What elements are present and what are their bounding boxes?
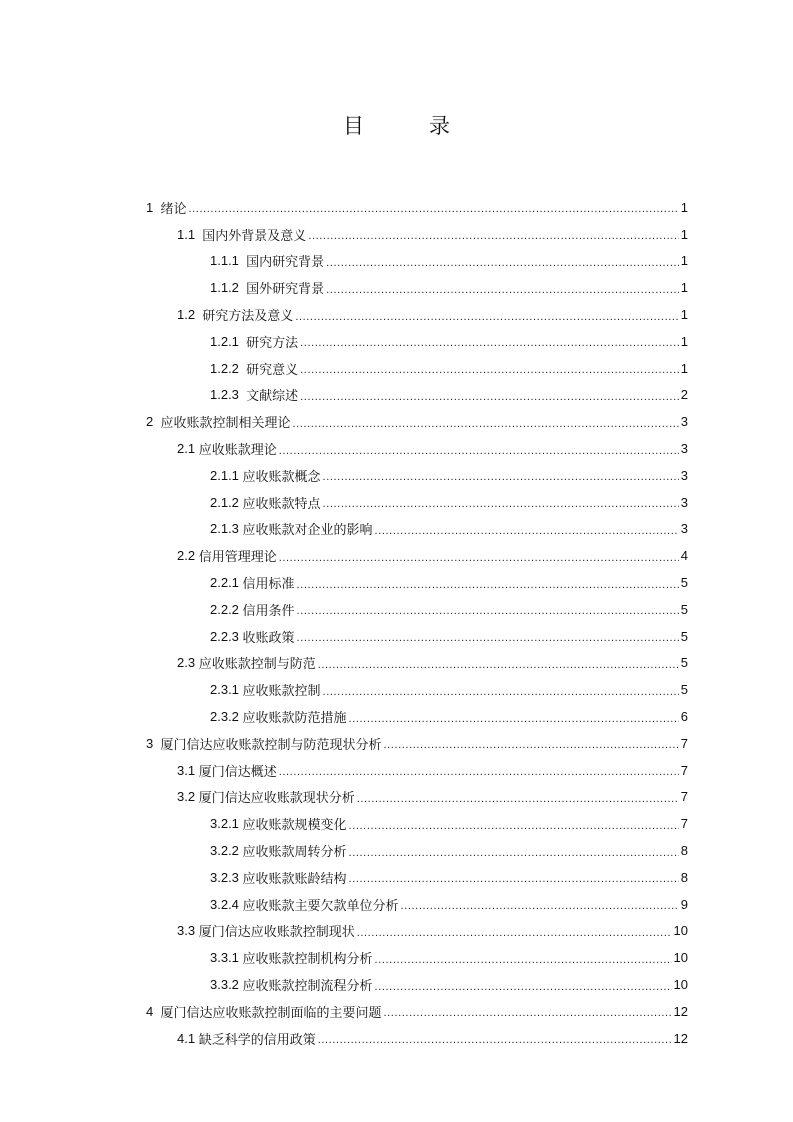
toc-entry[interactable] <box>0 462 688 489</box>
toc-entry-number: 2.2 <box>177 548 199 564</box>
toc-entry-page: 8 <box>680 869 688 885</box>
toc-entry[interactable] <box>0 623 688 650</box>
toc-entry-number: 3.3.1 <box>210 950 243 966</box>
toc-entry-page: 1 <box>680 333 688 349</box>
toc-entry[interactable] <box>0 569 688 596</box>
toc-entry-number: 3.3 <box>177 923 199 939</box>
toc-leader-dots <box>323 686 679 698</box>
toc-entry[interactable] <box>0 596 688 623</box>
toc-entry-label: 厦门信达应收账款控制现状 <box>198 925 355 941</box>
toc-entry-label: 文献综述 <box>246 389 299 405</box>
toc-leader-dots <box>375 954 672 966</box>
toc-entry[interactable] <box>0 516 688 543</box>
toc-entry-label: 应收账款防范措施 <box>242 711 347 727</box>
toc-entry-label: 研究意义 <box>246 362 299 378</box>
toc-leader-dots <box>300 391 679 403</box>
toc-entry-label: 应收账款规模变化 <box>242 818 347 834</box>
toc-entry-number: 2.2.1 <box>210 575 243 591</box>
toc-leader-dots <box>318 659 679 671</box>
toc-entry[interactable] <box>0 730 688 757</box>
toc-title: 目 录 <box>343 114 472 138</box>
toc-leader-dots <box>297 632 679 644</box>
toc-entry-label: 应收账款控制 <box>242 684 321 700</box>
toc-entry-number: 4 <box>146 1003 161 1019</box>
toc-leader-dots <box>297 579 679 591</box>
toc-leader-dots <box>279 552 679 564</box>
toc-leader-dots <box>279 445 679 457</box>
toc-entry[interactable] <box>0 489 688 516</box>
toc-entry-label: 研究方法及意义 <box>202 309 294 325</box>
toc-entry-number: 1.1 <box>177 226 203 242</box>
toc-entry[interactable] <box>0 355 688 382</box>
toc-leader-dots <box>383 1007 671 1019</box>
toc-entry-number: 1.2.3 <box>210 387 247 403</box>
toc-entry-label: 应收账款理论 <box>198 443 277 459</box>
toc-entry-label: 国外研究背景 <box>246 282 325 298</box>
toc-entry-number: 2.1.2 <box>210 494 243 510</box>
toc-entry-page: 12 <box>673 1003 688 1019</box>
toc-entry-label: 信用条件 <box>242 603 295 619</box>
toc-leader-dots <box>349 847 679 859</box>
toc-entry[interactable] <box>0 971 688 998</box>
toc-leader-dots <box>300 364 679 376</box>
toc-entry[interactable] <box>0 676 688 703</box>
toc-entry[interactable] <box>0 248 688 275</box>
toc-entry-number: 1.2.2 <box>210 360 247 376</box>
toc-entry-number: 2 <box>146 414 161 430</box>
toc-entry[interactable] <box>0 542 688 569</box>
toc-entry-number: 1.2 <box>177 307 203 323</box>
toc-entry-number: 3.2.2 <box>210 843 243 859</box>
toc-leader-dots <box>349 713 679 725</box>
toc-entry-label: 应收账款控制相关理论 <box>160 416 291 432</box>
toc-leader-dots <box>295 311 678 323</box>
toc-entry-page: 1 <box>680 253 688 269</box>
toc-entry[interactable] <box>0 328 688 355</box>
toc-entry[interactable] <box>0 918 688 945</box>
toc-entry-label: 国内外背景及意义 <box>202 228 307 244</box>
toc-leader-dots <box>308 230 678 242</box>
toc-entry[interactable] <box>0 435 688 462</box>
toc-leader-dots <box>349 820 679 832</box>
toc-entry-label: 信用标准 <box>242 577 295 593</box>
toc-leader-dots <box>323 498 679 510</box>
toc-entry[interactable] <box>0 837 688 864</box>
toc-leader-dots <box>188 203 678 215</box>
toc-entry-label: 国内研究背景 <box>246 255 325 271</box>
toc-entry-label: 应收账款控制机构分析 <box>242 952 373 968</box>
toc-entry[interactable] <box>0 650 688 677</box>
toc-entry-page: 3 <box>680 441 688 457</box>
toc-leader-dots <box>357 793 679 805</box>
toc-entry-label: 应收账款特点 <box>242 496 321 512</box>
toc-entry-page: 7 <box>680 816 688 832</box>
toc-entry-page: 2 <box>680 387 688 403</box>
toc-list <box>0 194 793 1052</box>
toc-entry-page: 5 <box>680 628 688 644</box>
toc-entry-number: 3.3.2 <box>210 977 243 992</box>
toc-entry-number: 3.2.4 <box>210 896 243 912</box>
toc-entry[interactable] <box>0 891 688 918</box>
toc-leader-dots <box>349 873 679 885</box>
toc-leader-dots <box>279 766 679 778</box>
toc-entry[interactable] <box>0 408 688 435</box>
toc-entry-number: 2.3.2 <box>210 709 243 725</box>
toc-entry[interactable] <box>0 1025 688 1052</box>
toc-entry-page: 6 <box>680 709 688 725</box>
toc-entry-page: 8 <box>680 843 688 859</box>
toc-entry-number: 2.2.2 <box>210 601 243 617</box>
toc-entry-number: 1 <box>146 199 161 215</box>
toc-entry-number: 3.2.1 <box>210 816 243 832</box>
toc-entry-number: 2.3.1 <box>210 682 243 698</box>
toc-leader-dots <box>375 525 679 537</box>
toc-leader-dots <box>326 284 679 296</box>
toc-entry[interactable] <box>0 757 688 784</box>
toc-entry-number: 1.2.1 <box>210 333 247 349</box>
toc-entry-label: 应收账款控制与防范 <box>198 657 316 673</box>
toc-leader-dots <box>292 418 678 430</box>
toc-entry-page: 3 <box>680 521 688 537</box>
toc-entry[interactable] <box>0 221 688 248</box>
toc-leader-dots <box>318 1034 672 1046</box>
toc-entry-page: 10 <box>673 923 688 939</box>
toc-entry-number: 2.2.3 <box>210 628 243 644</box>
toc-entry-number: 3.2.3 <box>210 869 243 885</box>
toc-entry[interactable] <box>0 274 688 301</box>
toc-entry-page: 3 <box>680 467 688 483</box>
toc-entry-page: 3 <box>680 494 688 510</box>
toc-entry-page: 1 <box>680 199 688 215</box>
toc-entry-label: 应收账款概念 <box>242 469 321 485</box>
toc-entry-label: 信用管理理论 <box>198 550 277 566</box>
toc-entry-number: 2.1 <box>177 441 199 457</box>
toc-entry-label: 厦门信达应收账款控制面临的主要问题 <box>160 1005 382 1021</box>
toc-entry-number: 3.1 <box>177 762 199 778</box>
toc-entry-page: 5 <box>680 682 688 698</box>
toc-entry-number: 1.1.1 <box>210 253 247 269</box>
toc-entry[interactable] <box>0 944 688 971</box>
toc-entry-page: 5 <box>680 575 688 591</box>
toc-entry-label: 应收账款主要欠款单位分析 <box>242 898 399 914</box>
toc-entry-number: 1.1.2 <box>210 280 247 296</box>
toc-entry-label: 缺乏科学的信用政策 <box>198 1032 316 1048</box>
toc-leader-dots <box>300 337 679 349</box>
toc-entry-label: 绪论 <box>160 201 187 217</box>
toc-entry-number: 3.2 <box>177 789 199 805</box>
toc-entry-page: 5 <box>680 601 688 617</box>
toc-leader-dots <box>323 471 679 483</box>
toc-entry-label: 研究方法 <box>246 335 299 351</box>
toc-entry-page: 12 <box>673 1030 688 1046</box>
toc-entry-page: 3 <box>680 414 688 430</box>
toc-entry[interactable] <box>0 998 688 1025</box>
toc-entry-number: 2.3 <box>177 655 199 671</box>
toc-entry-label: 应收账款对企业的影响 <box>242 523 373 539</box>
toc-entry-number: 2.1.1 <box>210 467 243 483</box>
toc-entry-page: 1 <box>680 226 688 242</box>
toc-entry-page: 5 <box>680 655 688 671</box>
toc-leader-dots <box>326 257 679 269</box>
toc-entry-page: 10 <box>673 977 688 992</box>
toc-entry-page: 1 <box>680 280 688 296</box>
toc-entry-label: 收账政策 <box>242 630 295 646</box>
toc-entry-page: 1 <box>680 307 688 323</box>
toc-entry-label: 厦门信达应收账款控制与防范现状分析 <box>160 737 382 753</box>
toc-entry[interactable] <box>0 194 688 221</box>
toc-entry-label: 应收账款周转分析 <box>242 845 347 861</box>
toc-leader-dots <box>297 605 679 617</box>
toc-entry-page: 9 <box>680 896 688 912</box>
toc-leader-dots <box>375 981 672 993</box>
toc-entry-number: 2.1.3 <box>210 521 243 537</box>
toc-entry[interactable] <box>0 810 688 837</box>
toc-entry[interactable] <box>0 864 688 891</box>
toc-entry-number: 4.1 <box>177 1030 199 1046</box>
toc-entry-page: 7 <box>680 735 688 751</box>
toc-entry[interactable] <box>0 703 688 730</box>
toc-entry[interactable] <box>0 382 688 409</box>
toc-entry-page: 1 <box>680 360 688 376</box>
toc-entry-label: 应收账款控制流程分析 <box>242 979 373 994</box>
toc-entry-page: 4 <box>680 548 688 564</box>
toc-entry-number: 3 <box>146 735 161 751</box>
toc-leader-dots <box>383 739 678 751</box>
toc-entry-page: 10 <box>673 950 688 966</box>
toc-entry-label: 厦门信达概述 <box>198 764 277 780</box>
toc-entry[interactable] <box>0 301 688 328</box>
toc-entry-label: 厦门信达应收账款现状分析 <box>198 791 355 807</box>
toc-leader-dots <box>401 900 679 912</box>
toc-entry-label: 应收账款账龄结构 <box>242 871 347 887</box>
toc-entry-page: 7 <box>680 762 688 778</box>
toc-entry-page: 7 <box>680 789 688 805</box>
toc-entry[interactable] <box>0 784 688 811</box>
toc-leader-dots <box>357 927 672 939</box>
